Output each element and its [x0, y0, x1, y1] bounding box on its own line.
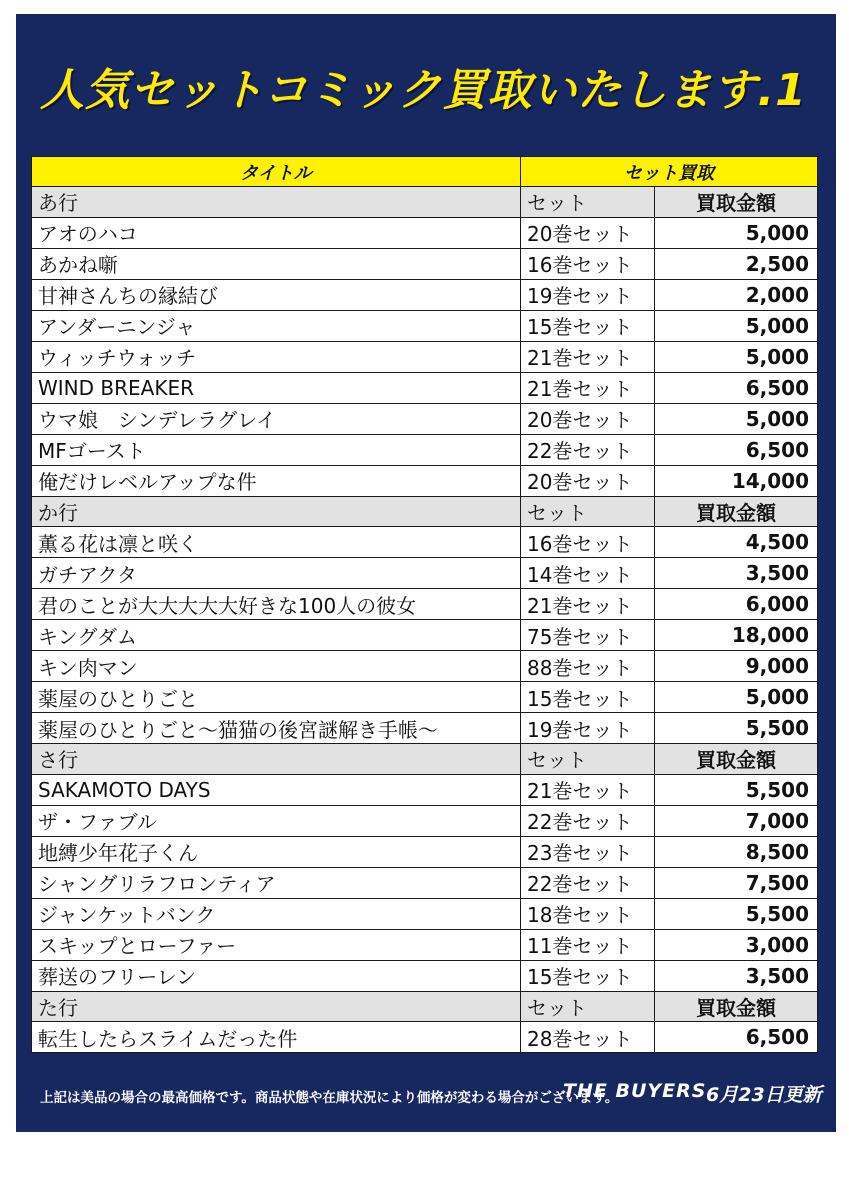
table-row: [32, 372, 818, 403]
comic-title: 転生したらスライムだった件: [32, 1022, 521, 1053]
buyback-price: 5,500: [655, 713, 818, 744]
set-volumes: 21巻セット: [521, 341, 655, 372]
comic-title: 君のことが大大大大大好きな100人の彼女: [32, 589, 521, 620]
section-set-label: セット: [521, 744, 655, 775]
section-price-label: 買取金額: [655, 991, 818, 1022]
section-set-label: セット: [521, 187, 655, 218]
table-row: [32, 465, 818, 496]
buyback-price: 2,000: [655, 279, 818, 310]
set-volumes: 15巻セット: [521, 960, 655, 991]
comic-title: ウマ娘 シンデレラグレイ: [32, 403, 521, 434]
buyback-price: 18,000: [655, 620, 818, 651]
comic-title: 薬屋のひとりごと: [32, 682, 521, 713]
section-label: あ行: [32, 187, 521, 218]
set-volumes: 16巻セット: [521, 527, 655, 558]
set-volumes: 21巻セット: [521, 589, 655, 620]
set-volumes: 21巻セット: [521, 774, 655, 805]
set-volumes: 20巻セット: [521, 403, 655, 434]
buyback-price: 5,000: [655, 403, 818, 434]
set-volumes: 18巻セット: [521, 898, 655, 929]
table-row: [32, 279, 818, 310]
comic-title: アオのハコ: [32, 217, 521, 248]
comic-title: ザ・ファブル: [32, 805, 521, 836]
buyback-price: 7,000: [655, 805, 818, 836]
table-row: [32, 836, 818, 867]
buyback-price: 3,500: [655, 960, 818, 991]
table-row: [32, 248, 818, 279]
section-price-label: 買取金額: [655, 744, 818, 775]
set-volumes: 21巻セット: [521, 372, 655, 403]
comic-title: 薫る花は凛と咲く: [32, 527, 521, 558]
comic-title: SAKAMOTO DAYS: [32, 774, 521, 805]
table-row: [32, 217, 818, 248]
table-row: [32, 310, 818, 341]
set-volumes: 15巻セット: [521, 310, 655, 341]
comic-title: あかね噺: [32, 248, 521, 279]
buyback-price: 5,000: [655, 217, 818, 248]
buyback-price: 3,500: [655, 558, 818, 589]
comic-title: キン肉マン: [32, 651, 521, 682]
header-title-cell: タイトル: [32, 157, 521, 187]
set-volumes: 22巻セット: [521, 867, 655, 898]
section-header-row: [32, 744, 818, 775]
buyback-price: 5,500: [655, 774, 818, 805]
buyback-price: 5,000: [655, 682, 818, 713]
table-row: [32, 929, 818, 960]
set-volumes: 75巻セット: [521, 620, 655, 651]
table-row: [32, 867, 818, 898]
set-volumes: 19巻セット: [521, 279, 655, 310]
table-row: [32, 651, 818, 682]
buyback-price: 7,500: [655, 867, 818, 898]
comic-title: MFゴースト: [32, 434, 521, 465]
comic-title: 葬送のフリーレン: [32, 960, 521, 991]
section-set-label: セット: [521, 991, 655, 1022]
table-row: [32, 434, 818, 465]
table-row: [32, 805, 818, 836]
comic-title: スキップとローファー: [32, 929, 521, 960]
table-row: [32, 713, 818, 744]
comic-title: WIND BREAKER: [32, 372, 521, 403]
comic-title: 俺だけレベルアップな件: [32, 465, 521, 496]
comic-title: アンダーニンジャ: [32, 310, 521, 341]
table-header-row: [32, 157, 818, 187]
section-label: か行: [32, 496, 521, 527]
comic-title: 甘神さんちの縁結び: [32, 279, 521, 310]
table-row: [32, 620, 818, 651]
buyback-price: 2,500: [655, 248, 818, 279]
set-volumes: 11巻セット: [521, 929, 655, 960]
page-title: 人気セットコミック買取いたします.1: [40, 65, 807, 116]
set-volumes: 23巻セット: [521, 836, 655, 867]
section-header-row: [32, 496, 818, 527]
buyback-price: 4,500: [655, 527, 818, 558]
table-row: [32, 960, 818, 991]
section-price-label: 買取金額: [655, 187, 818, 218]
set-volumes: 20巻セット: [521, 465, 655, 496]
set-volumes: 19巻セット: [521, 713, 655, 744]
footer-updated-date: 6月23日更新: [706, 1084, 822, 1106]
comic-title: キングダム: [32, 620, 521, 651]
set-volumes: 20巻セット: [521, 217, 655, 248]
buyback-price: 6,500: [655, 434, 818, 465]
table-row: [32, 527, 818, 558]
footer-brand: THE BUYERS: [563, 1080, 707, 1102]
header-set-cell: セット買取: [521, 157, 818, 187]
price-table: [31, 156, 818, 1053]
section-header-row: [32, 187, 818, 218]
footer-note: 上記は美品の場合の最高価格です。商品状態や在庫状況により価格が変わる場合がございます。: [40, 1090, 619, 1106]
set-volumes: 16巻セット: [521, 248, 655, 279]
buyback-price: 6,500: [655, 1022, 818, 1053]
comic-title: ジャンケットバンク: [32, 898, 521, 929]
comic-title: 薬屋のひとりごと～猫猫の後宮謎解き手帳～: [32, 713, 521, 744]
buyback-price: 5,000: [655, 310, 818, 341]
set-volumes: 22巻セット: [521, 805, 655, 836]
comic-title: ウィッチウォッチ: [32, 341, 521, 372]
comic-title: ガチアクタ: [32, 558, 521, 589]
set-volumes: 22巻セット: [521, 434, 655, 465]
table-row: [32, 1022, 818, 1053]
buyback-price: 6,500: [655, 372, 818, 403]
section-label: さ行: [32, 744, 521, 775]
section-price-label: 買取金額: [655, 496, 818, 527]
buyback-price: 3,000: [655, 929, 818, 960]
set-volumes: 15巻セット: [521, 682, 655, 713]
table-row: [32, 682, 818, 713]
section-set-label: セット: [521, 496, 655, 527]
buyback-price: 14,000: [655, 465, 818, 496]
table-row: [32, 558, 818, 589]
buyback-price: 6,000: [655, 589, 818, 620]
table-row: [32, 774, 818, 805]
price-table-body: [32, 157, 818, 1053]
table-row: [32, 403, 818, 434]
section-header-row: [32, 991, 818, 1022]
buyback-price: 5,000: [655, 341, 818, 372]
buyback-price: 5,500: [655, 898, 818, 929]
buyback-price: 9,000: [655, 651, 818, 682]
set-volumes: 88巻セット: [521, 651, 655, 682]
set-volumes: 14巻セット: [521, 558, 655, 589]
buyback-price: 8,500: [655, 836, 818, 867]
comic-title: 地縛少年花子くん: [32, 836, 521, 867]
comic-title: シャングリラフロンティア: [32, 867, 521, 898]
set-volumes: 28巻セット: [521, 1022, 655, 1053]
table-row: [32, 341, 818, 372]
table-row: [32, 589, 818, 620]
table-row: [32, 898, 818, 929]
section-label: た行: [32, 991, 521, 1022]
